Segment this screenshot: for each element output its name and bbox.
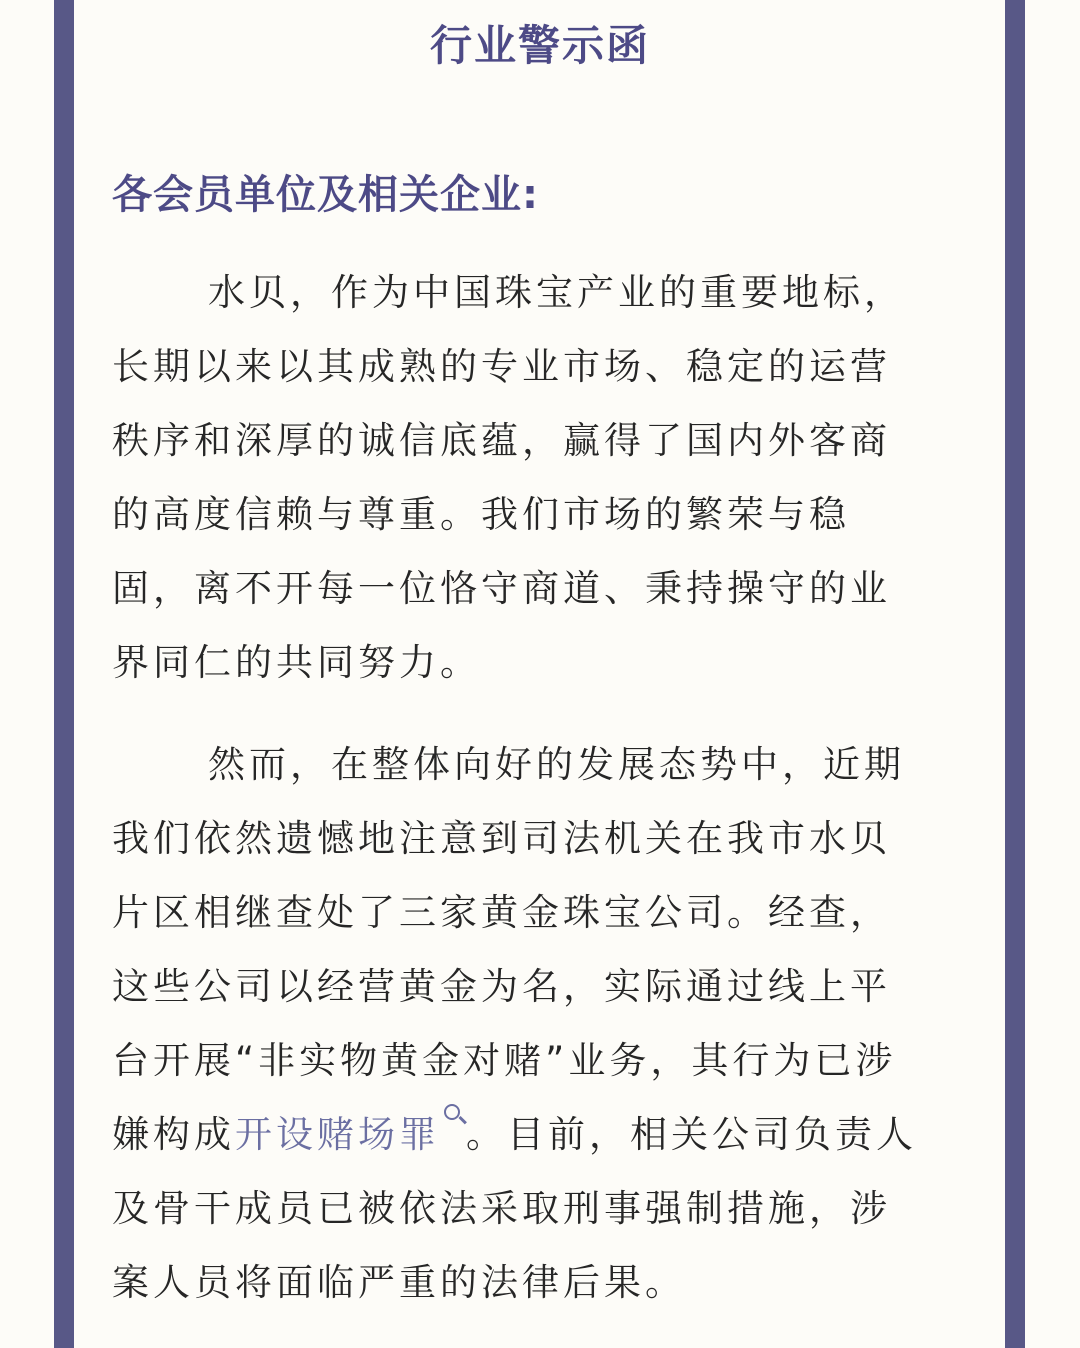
- paragraph-2-line: 这些公司以经营黄金为名，实际通过线上平: [112, 965, 891, 1008]
- paragraph-1: [112, 256, 968, 700]
- paragraph-2-line: 案人员将面临严重的法律后果。: [112, 1261, 686, 1304]
- text-before-link: 嫌构成: [112, 1113, 235, 1156]
- paragraph-2: [112, 728, 968, 1320]
- search-icon[interactable]: [440, 1102, 466, 1132]
- salutation: 各会员单位及相关企业:: [112, 172, 539, 218]
- page-title: 行业警示函: [429, 21, 650, 70]
- paragraph-1-line: 固，离不开每一位恪守商道、秉持操守的业: [112, 567, 891, 610]
- paragraph-2-line: 片区相继查处了三家黄金珠宝公司。经查，: [112, 891, 891, 934]
- paragraph-2-line: 台开展“非实物黄金对赌”业务，其行为已涉: [112, 1039, 897, 1082]
- left-border: [54, 0, 74, 1348]
- paragraph-1-line: 秩序和深厚的诚信底蕴，赢得了国内外客商: [112, 419, 891, 462]
- paragraph-1-line: 水贝，作为中国珠宝产业的重要地标，: [208, 271, 905, 314]
- paragraph-2-line: 然而，在整体向好的发展态势中，近期: [208, 743, 905, 786]
- paragraph-2-line: 及骨干成员已被依法采取刑事强制措施，涉: [112, 1187, 891, 1230]
- paragraph-1-line: 的高度信赖与尊重。我们市场的繁荣与稳: [112, 493, 850, 536]
- text-after-link: 。目前，相关公司负责人: [466, 1113, 917, 1156]
- paragraph-2-line: 我们依然遗憾地注意到司法机关在我市水贝: [112, 817, 891, 860]
- crime-term-link[interactable]: 开设赌场罪: [235, 1113, 440, 1156]
- right-border: [1005, 0, 1025, 1348]
- paragraph-1-line: 长期以来以其成熟的专业市场、稳定的运营: [112, 345, 891, 388]
- paragraph-1-line: 界同仁的共同努力。: [112, 641, 481, 684]
- paragraph-2-line-with-link: [112, 1098, 968, 1172]
